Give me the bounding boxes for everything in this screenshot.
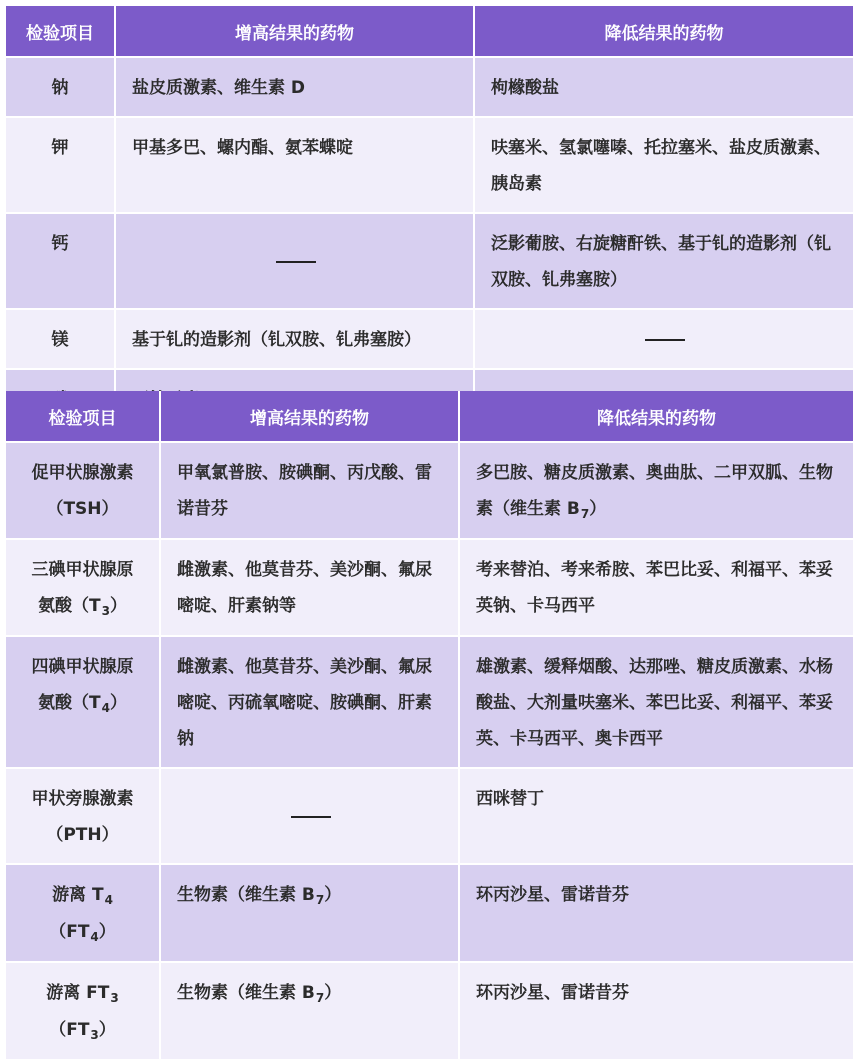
header-decrease-drugs: 降低结果的药物 bbox=[459, 391, 853, 442]
table-row bbox=[6, 117, 853, 213]
thyroid-drug-table bbox=[6, 391, 853, 1061]
increase-drugs: 甲氧氯普胺、胺碘酮、丙戊酸、雷诺昔芬 bbox=[160, 442, 459, 539]
decrease-drugs: 雄激素、缓释烟酸、达那唑、糖皮质激素、水杨酸盐、大剂量呋塞米、苯巴比妥、利福平、苯妥英、卡马西平、奥卡西平 bbox=[459, 636, 853, 768]
test-item bbox=[6, 442, 160, 539]
test-item bbox=[6, 539, 160, 636]
decrease-drugs: 西咪替丁 bbox=[459, 768, 853, 864]
increase-drugs-empty bbox=[160, 768, 459, 864]
increase-drugs-empty bbox=[115, 213, 474, 309]
decrease-drugs: 环丙沙星、雷诺昔芬 bbox=[459, 962, 853, 1060]
decrease-drugs: 呋塞米、氢氯噻嗪、托拉塞米、盐皮质激素、胰岛素 bbox=[474, 117, 853, 213]
test-item: 镁 bbox=[6, 309, 115, 369]
increase-drugs: 雌激素、他莫昔芬、美沙酮、氟尿嘧啶、丙硫氧嘧啶、胺碘酮、肝素钠 bbox=[160, 636, 459, 768]
test-item-name: 甲状旁腺激素 bbox=[31, 789, 134, 809]
test-item: 钙 bbox=[6, 213, 115, 309]
decrease-drugs-empty bbox=[474, 309, 853, 369]
test-item-abbr: $(FT_4)$ bbox=[49, 922, 116, 944]
table-row bbox=[6, 962, 853, 1060]
header-decrease-drugs: 降低结果的药物 bbox=[474, 6, 853, 57]
header-increase-drugs: 增高结果的药物 bbox=[160, 391, 459, 442]
decrease-drugs: 多巴胺、糖皮质激素、奥曲肽、二甲双胍、生物素（维生素 $B_7$） bbox=[459, 442, 853, 539]
decrease-drugs: 环丙沙星、雷诺昔芬 bbox=[459, 864, 853, 962]
increase-drugs: 盐皮质激素、维生素 D bbox=[115, 57, 474, 117]
test-item-abbr: （PTH） bbox=[46, 825, 119, 845]
table-row bbox=[6, 539, 853, 636]
increase-drugs: 雌激素、他莫昔芬、美沙酮、氟尿嘧啶、肝素钠等 bbox=[160, 539, 459, 636]
increase-drugs: 基于钆的造影剂（钆双胺、钆弗塞胺） bbox=[115, 309, 474, 369]
increase-drugs: 生物素（维生素 $B_7$） bbox=[160, 864, 459, 962]
test-item bbox=[6, 962, 160, 1060]
test-item-abbr: $(FT_3)$ bbox=[49, 1020, 116, 1042]
test-item bbox=[6, 636, 160, 768]
table-row bbox=[6, 864, 853, 962]
dash-mark bbox=[276, 261, 316, 263]
decrease-drugs: 泛影葡胺、右旋糖酐铁、基于钆的造影剂（钆双胺、钆弗塞胺） bbox=[474, 213, 853, 309]
dash-mark bbox=[291, 816, 331, 818]
test-item-abbr: （TSH） bbox=[46, 499, 119, 519]
test-item-abbr: 氨酸$(T_3)$ bbox=[38, 596, 127, 618]
table-row bbox=[6, 768, 853, 864]
increase-drugs: 生物素（维生素 $B_7$） bbox=[160, 962, 459, 1060]
decrease-drugs: 枸橼酸盐 bbox=[474, 57, 853, 117]
test-item-name: 游离 $T_4$ bbox=[52, 885, 113, 907]
increase-drugs: 甲基多巴、螺内酯、氨苯蝶啶 bbox=[115, 117, 474, 213]
header-increase-drugs: 增高结果的药物 bbox=[115, 6, 474, 57]
table-row bbox=[6, 636, 853, 768]
test-item bbox=[6, 768, 160, 864]
test-item-name: 游离 $FT_3$ bbox=[46, 983, 119, 1005]
test-item-name: 三碘甲状腺原 bbox=[31, 560, 134, 580]
test-item-name: 四碘甲状腺原 bbox=[31, 657, 134, 677]
test-item-name: 促甲状腺激素 bbox=[31, 463, 134, 483]
test-item bbox=[6, 864, 160, 962]
test-item: 钾 bbox=[6, 117, 115, 213]
table-row bbox=[6, 442, 853, 539]
test-item-abbr: 氨酸$(T_4)$ bbox=[38, 693, 127, 715]
header-test-item: 检验项目 bbox=[6, 6, 115, 57]
electrolyte-drug-table bbox=[6, 6, 853, 430]
table-row bbox=[6, 213, 853, 309]
decrease-drugs: 考来替泊、考来希胺、苯巴比妥、利福平、苯妥英钠、卡马西平 bbox=[459, 539, 853, 636]
dash-mark bbox=[645, 339, 685, 341]
header-test-item: 检验项目 bbox=[6, 391, 160, 442]
table-row bbox=[6, 57, 853, 117]
test-item: 钠 bbox=[6, 57, 115, 117]
table-row bbox=[6, 309, 853, 369]
